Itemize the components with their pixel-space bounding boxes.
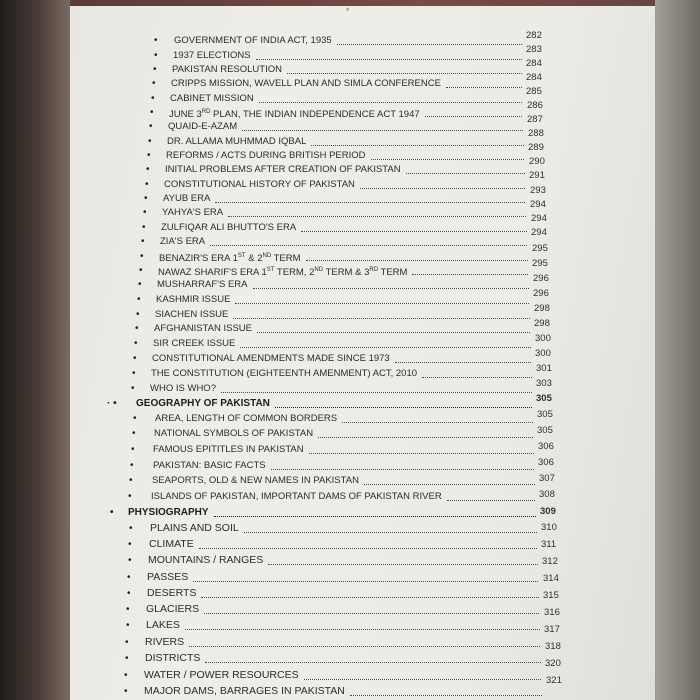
toc-page-number: 305 (537, 425, 553, 436)
toc-page-number: 295 (532, 258, 548, 269)
toc-entry-label: MAJOR DAMS, BARRAGES IN PAKISTAN (144, 685, 345, 697)
dot-leader (447, 500, 535, 501)
dot-leader (360, 188, 525, 189)
bullet-icon: • (129, 475, 133, 486)
toc-section-heading (70, 393, 655, 411)
dot-leader (185, 629, 540, 630)
dot-leader (425, 116, 522, 117)
ordinal-suffix: ND (314, 267, 324, 273)
label-part: TERM, 2 (274, 267, 315, 278)
toc-page-number: 296 (533, 273, 549, 284)
toc-entry-label: AYUB ERA (163, 193, 211, 204)
toc-page-number: 316 (544, 607, 560, 618)
toc-page-number: 290 (529, 156, 545, 167)
toc-page-number: 311 (541, 539, 557, 550)
dot-leader (221, 392, 532, 393)
toc-entry (70, 288, 655, 307)
bullet-icon: • (132, 368, 136, 379)
toc-page-number: 293 (530, 185, 546, 196)
toc-entry-label: WATER / POWER RESOURCES (144, 669, 299, 681)
toc-page-number: 284 (526, 58, 542, 69)
label-part: TERM (271, 253, 301, 264)
bullet-icon: • (141, 236, 145, 247)
toc-page-number: 312 (542, 556, 558, 567)
toc-page-number: 286 (527, 100, 543, 111)
toc-entry-label: SIR CREEK ISSUE (153, 338, 236, 349)
bullet-icon: • (154, 50, 158, 61)
toc-page-number: 289 (528, 142, 544, 153)
label-part: NAWAZ SHARIF'S ERA 1 (158, 267, 267, 278)
dot-leader (201, 597, 539, 598)
toc-entry-label: RIVERS (145, 636, 185, 648)
dot-leader (337, 44, 522, 45)
toc-entry (70, 618, 655, 633)
toc-entry (70, 537, 655, 552)
bullet-icon: • (128, 491, 132, 502)
toc-entry (70, 142, 655, 163)
toc-page-number: 303 (536, 378, 552, 389)
toc-entry (70, 243, 655, 264)
toc-entry (70, 553, 655, 568)
dot-leader (233, 318, 530, 319)
toc-page-number: 300 (535, 333, 551, 344)
bullet-icon: • (125, 637, 129, 648)
toc-page-number: 301 (536, 363, 552, 374)
toc-entry (70, 156, 655, 177)
toc-page-number: 283 (526, 44, 542, 55)
toc-entry (70, 426, 655, 441)
bullet-icon: • (148, 136, 152, 147)
toc-entry (70, 72, 655, 91)
dot-leader (215, 202, 525, 203)
bullet-icon: • (124, 686, 128, 697)
bullet-icon: • (139, 265, 143, 276)
toc-page-number: 296 (533, 288, 549, 299)
dot-leader (318, 437, 533, 438)
toc-entry-label: 1937 ELECTIONS (173, 50, 251, 61)
toc-page-number: 300 (535, 348, 551, 359)
toc-entry (70, 458, 655, 473)
label-part: & 2 (245, 253, 263, 264)
toc-entry-label: DESERTS (147, 587, 197, 599)
toc-entry (70, 30, 655, 48)
dot-leader (199, 548, 537, 549)
toc-entry-label: CLIMATE (149, 538, 194, 550)
toc-entry-label: KASHMIR ISSUE (156, 294, 231, 305)
toc-page-number: 318 (545, 641, 561, 652)
label-part: JUNE 3 (169, 109, 202, 120)
toc-entry-label: ISLANDS OF PAKISTAN, IMPORTANT DAMS OF PAKISTAN RIVER (151, 491, 442, 502)
dot-leader (189, 646, 540, 647)
toc-entry (70, 635, 655, 650)
toc-entry (70, 521, 655, 536)
ordinal-suffix: ND (262, 253, 272, 259)
toc-entry-label: PHYSIOGRAPHY (128, 507, 209, 518)
toc-entry (70, 411, 655, 426)
toc-entry-label: PAKISTAN RESOLUTION (172, 64, 282, 75)
toc-entry-label: CONSTITUTIONAL AMENDMENTS MADE SINCE 1973 (152, 353, 390, 364)
toc-entry-label: INITIAL PROBLEMS AFTER CREATION OF PAKISTAN (165, 164, 401, 175)
dot-leader (257, 332, 530, 333)
bullet-icon: • (129, 523, 133, 534)
bullet-icon: • (135, 323, 139, 334)
dot-leader (235, 303, 529, 304)
bullet-icon: • (152, 78, 156, 89)
dot-leader (287, 73, 522, 74)
bullet-icon: • (127, 588, 131, 599)
dot-leader (204, 613, 539, 614)
bullet-icon: • (146, 164, 150, 175)
bullet-icon: • (151, 93, 155, 104)
toc-page-number: 282 (526, 30, 542, 41)
toc-entry (70, 58, 655, 77)
label-part: PLAN, THE INDIAN INDEPENDENCE ACT 1947 (210, 109, 420, 120)
toc-page-number: 321 (546, 675, 562, 686)
dot-leader (228, 216, 526, 217)
bullet-icon: • (124, 670, 128, 681)
toc-page-number: 298 (534, 303, 550, 314)
toc-entry-label: SIACHEN ISSUE (155, 309, 229, 320)
toc-page-number: 306 (538, 457, 554, 468)
bullet-icon: • (133, 413, 137, 424)
toc-page-number: 298 (534, 318, 550, 329)
toc-page-number: 294 (531, 213, 547, 224)
dot-leader (210, 245, 527, 246)
toc-entry (70, 303, 655, 322)
dot-leader (242, 130, 523, 131)
toc-entry (70, 213, 655, 235)
toc-entry (70, 185, 655, 206)
bullet-icon: · • (107, 398, 117, 409)
toc-entry-label: QUAID-E-AZAM (168, 121, 238, 132)
toc-entry (70, 318, 655, 336)
ordinal-suffix: ST (237, 253, 246, 259)
dot-leader (214, 516, 536, 517)
toc-page-number: 295 (532, 243, 548, 254)
bullet-icon: • (125, 653, 129, 664)
toc-page (70, 6, 655, 700)
bullet-icon: • (142, 222, 146, 233)
toc-page-number: 315 (543, 590, 559, 601)
toc-entry-label: GOVERNMENT OF INDIA ACT, 1935 (174, 35, 332, 46)
bullet-icon: • (133, 353, 137, 364)
bullet-icon: • (138, 279, 142, 290)
toc-entry-label: DISTRICTS (145, 652, 201, 664)
toc-entry (70, 333, 655, 351)
toc-page-number: 314 (543, 573, 559, 584)
toc-entry-label: ZIA'S ERA (160, 236, 206, 247)
book-binding-edge (0, 0, 70, 700)
toc-entry-label: ZULFIQAR ALI BHUTTO'S ERA (161, 222, 297, 233)
toc-page-number: 305 (536, 393, 552, 404)
dot-leader (240, 347, 531, 348)
dot-leader (309, 453, 534, 454)
toc-page-number: 320 (545, 658, 561, 669)
toc-entry (70, 363, 655, 381)
toc-entry-label: NATIONAL SYMBOLS OF PAKISTAN (154, 428, 314, 439)
toc-page-number: 308 (539, 489, 555, 500)
toc-entry (70, 473, 655, 488)
toc-entry-label: AREA, LENGTH OF COMMON BORDERS (155, 413, 338, 424)
toc-entry (70, 570, 655, 585)
bullet-icon: • (131, 444, 135, 455)
toc-entry (70, 684, 655, 699)
dot-leader (395, 362, 531, 363)
toc-entry-label: FAMOUS EPITITLES IN PAKISTAN (153, 444, 304, 455)
bullet-icon: • (154, 35, 158, 46)
dot-leader (342, 422, 533, 423)
toc-entry-label: YAHYA'S ERA (162, 207, 224, 218)
toc-entry (70, 378, 655, 396)
toc-page-number: 310 (541, 522, 557, 533)
bullet-icon: • (136, 309, 140, 320)
dot-leader (412, 274, 528, 275)
toc-page-number: 288 (528, 128, 544, 139)
bullet-icon: • (130, 460, 134, 471)
toc-page-number: 294 (531, 227, 547, 238)
toc-entry (70, 273, 655, 292)
bullet-icon: • (145, 179, 149, 190)
toc-entry (70, 86, 655, 106)
dot-leader (275, 407, 532, 408)
dot-leader (311, 145, 524, 146)
dot-leader (205, 662, 541, 663)
bullet-icon: • (150, 107, 154, 118)
dot-leader (301, 231, 527, 232)
toc-page-number: 291 (529, 170, 545, 181)
toc-entry (70, 348, 655, 366)
toc-entry (70, 44, 655, 63)
page-mark: * (346, 6, 350, 16)
toc-page-number: 307 (539, 473, 555, 484)
toc-page-number: 309 (540, 506, 556, 517)
dot-leader (306, 260, 528, 261)
dot-leader (193, 581, 538, 582)
toc-entry-label: MUSHARRAF'S ERA (157, 279, 248, 290)
bullet-icon: • (128, 555, 132, 566)
toc-entry-label: PLAINS AND SOIL (150, 522, 239, 534)
label-part: TERM (378, 267, 408, 278)
label-part: BENAZIR'S ERA 1 (159, 253, 238, 264)
page-stack-edge (655, 0, 700, 700)
bullet-icon: • (140, 251, 144, 262)
bullet-icon: • (144, 193, 148, 204)
dot-leader (371, 159, 524, 160)
toc-entry-label: CRIPPS MISSION, WAVELL PLAN AND SIMLA CONFERENCE (171, 78, 441, 89)
toc-page-number: 287 (527, 114, 543, 125)
toc-page-number: 317 (544, 624, 560, 635)
toc-entry-label: CONSTITUTIONAL HISTORY OF PAKISTAN (164, 179, 355, 190)
toc-entry (70, 199, 655, 220)
bullet-icon: • (127, 572, 131, 583)
toc-entry-label: REFORMS / ACTS DURING BRITISH PERIOD (166, 150, 366, 161)
dot-leader (271, 469, 534, 470)
dot-leader (422, 377, 532, 378)
bullet-icon: • (126, 620, 130, 631)
bullet-icon: • (147, 150, 151, 161)
dot-leader (446, 87, 522, 88)
toc-entry-label: GLACIERS (146, 603, 200, 615)
bullet-icon: • (128, 539, 132, 550)
toc-entry (70, 668, 655, 686)
toc-entry-label: DR. ALLAMA MUHMMAD IQBAL (167, 136, 307, 147)
toc-entry (70, 170, 655, 192)
ordinal-suffix: RD (369, 267, 379, 273)
toc-entry-label: GEOGRAPHY OF PAKISTAN (136, 398, 270, 409)
toc-entry-label: THE CONSTITUTION (EIGHTEENTH AMENMENT) ACT, 2010 (151, 368, 418, 379)
bullet-icon: • (149, 121, 153, 132)
toc-entry-label: PAKISTAN: BASIC FACTS (153, 460, 266, 471)
bullet-icon: • (126, 604, 130, 615)
bullet-icon: • (134, 338, 138, 349)
ordinal-suffix: RD (201, 109, 211, 115)
dot-leader (256, 59, 522, 60)
toc-entry-label: PASSES (147, 571, 189, 583)
dot-leader (350, 695, 542, 696)
toc-entry-label: CABINET MISSION (170, 93, 254, 104)
toc-entry (70, 442, 655, 457)
dot-leader (364, 484, 535, 485)
toc-entry (70, 489, 655, 504)
toc-entry (70, 100, 655, 120)
dot-leader (268, 564, 538, 565)
toc-entry-label: AFGHANISTAN ISSUE (154, 323, 253, 334)
toc-entry (70, 586, 655, 601)
dot-leader (406, 173, 525, 174)
toc-entry (70, 128, 655, 149)
toc-entry (70, 651, 655, 669)
toc-entry-label: MOUNTAINS / RANGES (148, 554, 264, 566)
toc-page-number: 294 (530, 199, 546, 210)
toc-entry-label: WHO IS WHO? (150, 383, 216, 394)
dot-leader (304, 679, 541, 680)
label-part: TERM & 3 (323, 267, 370, 278)
toc-entry (70, 602, 655, 617)
toc-page-number: 284 (526, 72, 542, 83)
ordinal-suffix: ST (266, 267, 275, 273)
dot-leader (259, 102, 522, 103)
bullet-icon: • (137, 294, 141, 305)
bullet-icon: • (132, 428, 136, 439)
toc-section-heading (70, 505, 655, 520)
dot-leader (253, 288, 529, 289)
toc-entry-label: LAKES (146, 619, 180, 631)
toc-entry-label: SEAPORTS, OLD & NEW NAMES IN PAKISTAN (152, 475, 359, 486)
toc-page-number: 285 (526, 86, 542, 97)
toc-page-number: 306 (538, 441, 554, 452)
bullet-icon: • (153, 64, 157, 75)
bullet-icon: • (131, 383, 135, 394)
dot-leader (244, 532, 537, 533)
bullet-icon: • (110, 507, 114, 518)
bullet-icon: • (143, 207, 147, 218)
toc-page-number: 305 (537, 409, 553, 420)
